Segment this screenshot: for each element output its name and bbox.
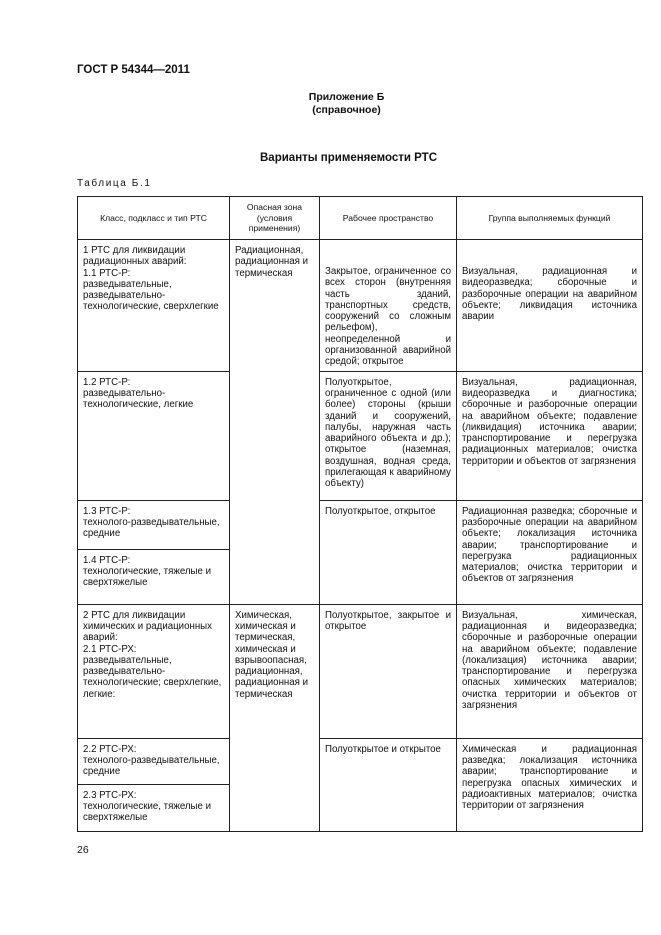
appendix-heading [0,91,661,117]
page-number: 26 [77,844,89,856]
cell-functions: Визуальная, радиационная и видеоразведка; сборочные и разборочные операции на аварийном объекте; ликвидация источника аварии [457,240,643,372]
cell-workspace: Полуоткрытое, закрытое и открытое [320,604,457,738]
header-zone: Опасная зона (условия применения) [230,197,320,240]
table-row [78,500,643,549]
standard-number: ГОСТ Р 54344—2011 [77,64,190,76]
cell-workspace: Полуоткрытое, ограниченное с одной (или более) стороны (крыши зданий и сооружений, палубы, наружная часть аварийного объекта и др.); открытое (наземная, воздушная, водная среда, прилегающая к аварийному объекту) [320,371,457,500]
cell-class: 1.4 РТС-Р: технологические, тяжелые и сверхтяжелые [78,549,230,604]
table-label: Таблица Б.1 [77,178,152,189]
header-functions: Группа выполняемых функций [457,197,643,240]
cell-zone: Химическая, химическая и термическая, химическая и взрывоопасная, радиационная, радиационная и термическая [230,604,320,831]
cell-functions: Визуальная, радиационная, видеоразведка и диагностика; сборочные и разборочные операции на аварийном объекте; подавление (ликвидация) источника аварии; транспортирование и перегрузка радиационных материалов; очистка территории и объектов от загрязнения [457,371,643,500]
table-row [78,371,643,500]
cell-class: 1 РТС для ликвидации радиационных аварий: 1.1 РТС-Р: разведывательные, разведывательно-технологические, сверхлегкие [78,240,230,372]
document-title: Варианты применяемости РТС [260,152,437,164]
applicability-table [77,196,643,832]
appendix-title: Приложение Б [308,91,385,103]
cell-functions: Химическая и радиационная разведка; локализация источника аварии; транспортирование и перегрузка опасных химических и радиоактивных материалов; очистка территории от загрязнения [457,738,643,831]
cell-workspace: Полуоткрытое, открытое [320,500,457,604]
cell-functions: Радиационная разведка; сборочные и разборочные операции на аварийном объекте; локализация источника аварии; транспортирование и перегрузка радиационных материалов; очистка территории и объектов от загрязнения [457,500,643,604]
cell-workspace: Закрытое, ограниченное со всех сторон (внутренняя часть зданий, транспортных средств, сооружений со сложным рельефом), неопределенной и организованной аварийной средой; открытое [320,240,457,372]
table-header-row [78,197,643,240]
header-workspace: Рабочее пространство [320,197,457,240]
table-row [78,738,643,784]
header-class: Класс, подкласс и тип РТС [78,197,230,240]
cell-class: 2.3 РТС-РХ: технологические, тяжелые и сверхтяжелые [78,784,230,831]
table-row [78,604,643,738]
cell-workspace: Полуоткрытое и открытое [320,738,457,831]
cell-zone: Радиационная, радиационная и термическая [230,240,320,605]
cell-class: 1.3 РТС-Р: технолого-разведывательные, средние [78,500,230,549]
appendix-subtitle: (справочное) [312,104,381,116]
table-row [78,240,643,372]
cell-functions: Визуальная, химическая, радиационная и видеоразведка; сборочные и разборочные операции на аварийном объекте; подавление (локализация) источника аварии; транспортирование и перегрузка опасных химических материалов; очистка территории и объектов от загрязнения [457,604,643,738]
cell-class: 2.2 РТС-РХ: технолого-разведывательные, средние [78,738,230,784]
cell-class: 2 РТС для ликвидации химических и радиационных аварий: 2.1 РТС-РХ: разведывательные, разведывательно-технологические; сверхлегкие, легкие: [78,604,230,738]
cell-class: 1.2 РТС-Р: разведывательно-технологические, легкие [78,371,230,500]
